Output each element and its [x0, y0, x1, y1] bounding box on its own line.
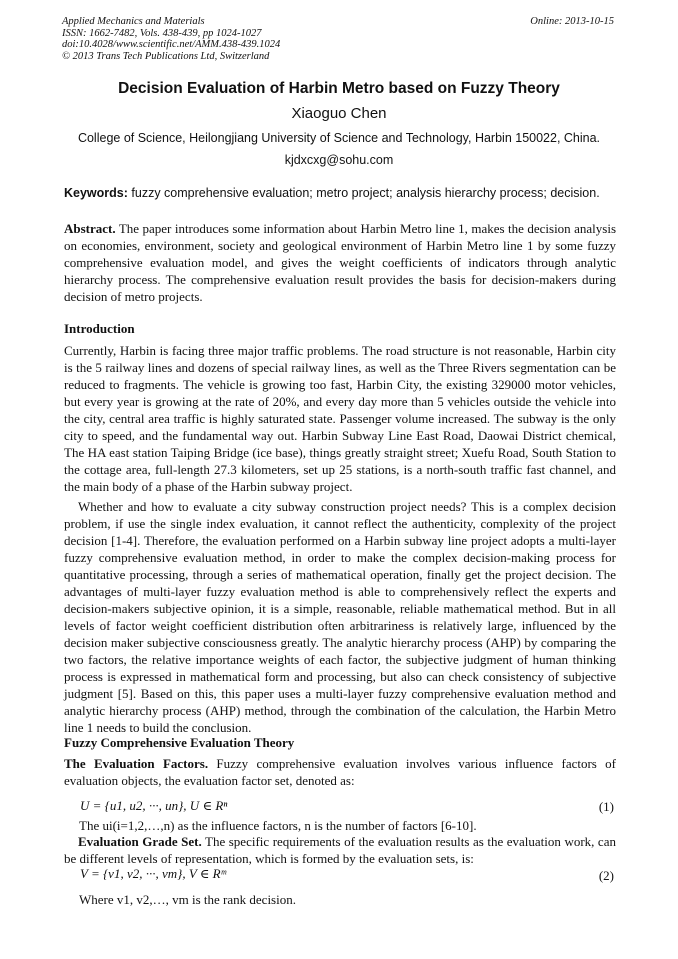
online-date: Online: 2013-10-15 — [530, 16, 614, 27]
introduction-heading: Introduction — [64, 321, 135, 336]
keywords-text: fuzzy comprehensive evaluation; metro project; analysis hierarchy process; decision. — [131, 186, 600, 200]
evaluation-factors-label: The Evaluation Factors. — [64, 756, 209, 771]
introduction-paragraph-1: Currently, Harbin is facing three major traffic problems. The road structure is not reasonable, Harbin city is the 5 railway lines and dozens of special railway lines, as well as the Three Rivers segmentation can be reduced to fragments. The vehicle is growing too fast, Harbin City, the existing 329000 motor vehicles, but every year is growing at the rate of 20%, and every day more than 5 vehicles outside the vehicle into the city, central area traffic is highly saturated state. Passenger volume increased. The subway is the only city to speed, and the fundamental way out. Harbin Subway Line East Road, Daowai District chemical, The HA east station Taiping Bridge (ice base), things greatly straight street; Xuefu Road, South Station to the cottage area, full-length 27.3 kilometers, set up 25 stations, is a north-south traffic fast channel, and the main body of a phase of the Harbin subway project. — [64, 343, 616, 494]
evaluation-factors-paragraph — [64, 755, 616, 789]
copyright-line: © 2013 Trans Tech Publications Ltd, Switzerland — [62, 50, 270, 62]
author-email: kjdxcxg@sohu.com — [284, 153, 394, 167]
abstract-text: The paper introduces some information about Harbin Metro line 1, makes the decision analysis on economies, environment, society and geological environment of Harbin Metro line 1 by some fuzzy comprehensive evaluation model, and gives the weight coefficients of indicators through analytic hierarchy process. The comprehensive evaluation result provides the basis for decision-makers during decision of metro projects. — [64, 221, 617, 304]
author-name: Xiaoguo Chen — [291, 105, 387, 122]
evaluation-grade-paragraph — [64, 833, 616, 867]
section-heading-fuzzy: Fuzzy Comprehensive Evaluation Theory — [64, 735, 295, 750]
equation-2-number: (2) — [598, 868, 614, 883]
keywords-label: Keywords: — [64, 186, 128, 200]
equation-1-number: (1) — [598, 799, 614, 814]
evaluation-factors-text: Fuzzy comprehensive evaluation involves various influence factors of evaluation objects, the evaluation factor set, denoted as: — [64, 756, 616, 788]
abstract — [64, 220, 616, 305]
evaluation-grade-label: Evaluation Grade Set. — [78, 834, 202, 849]
equation-1-note: The ui(i=1,2,…,n) as the influence factors, n is the number of factors [6-10]. — [79, 818, 477, 833]
equation-2-note: Where v1, v2,…, vm is the rank decision. — [79, 892, 296, 907]
paper-title: Decision Evaluation of Harbin Metro based on Fuzzy Theory — [118, 80, 560, 97]
keywords — [64, 186, 616, 200]
doi-line: doi:10.4028/www.scientific.net/AMM.438-439.1024 — [62, 39, 281, 50]
equation-1: U = {u1, u2, ···, un}, U ∈ Rⁿ — [80, 798, 228, 813]
abstract-label: Abstract. — [64, 221, 116, 236]
affiliation: College of Science, Heilongjiang University of Science and Technology, Harbin 150022, China. — [77, 131, 601, 145]
equation-2: V = {v1, v2, ···, vm}, V ∈ Rᵐ — [80, 866, 227, 881]
issn-line: ISSN: 1662-7482, Vols. 438-439, pp 1024-1027 — [62, 27, 262, 39]
journal-name: Applied Mechanics and Materials — [62, 16, 205, 27]
evaluation-grade-text: The specific requirements of the evaluation results as the evaluation work, can be different levels of representation, which is formed by the evaluation sets, is: — [64, 834, 616, 866]
journal-header — [62, 16, 280, 62]
introduction-paragraph-2: Whether and how to evaluate a city subway construction project needs? This is a complex decision problem, if use the single index evaluation, it cannot reflect the authenticity, complexity of the project decision [1-4]. Therefore, the evaluation performed on a Harbin subway line project adopts a multi-layer fuzzy comprehensive evaluation method, in order to make the complex decision-making process for quantitative processing, through a series of mathematical operation, finally get the project decision. The advantages of multi-layer fuzzy evaluation method is able to comprehensively reflect the experts and decision-makers subjective opinion, it is a simple, reasonable, reliable mathematical method. But in all levels of factor weight coefficient distribution often arbitrariness is relatively large, influenced by the decision maker subjective consciousness greatly. The analytic hierarchy process (AHP) by comparing the two factors, the relative importance weights of each factor, the subjective judgment of human thinking process is expressed in mathematical form and processing, but also can check consistency of subjective judgment [5]. Based on this, this paper uses a multi-layer fuzzy comprehensive evaluation method and analytic hierarchy process (AHP) method, through the combination of the calculation, the Harbin Metro line 1 needs to build the conclusion. — [64, 499, 616, 735]
